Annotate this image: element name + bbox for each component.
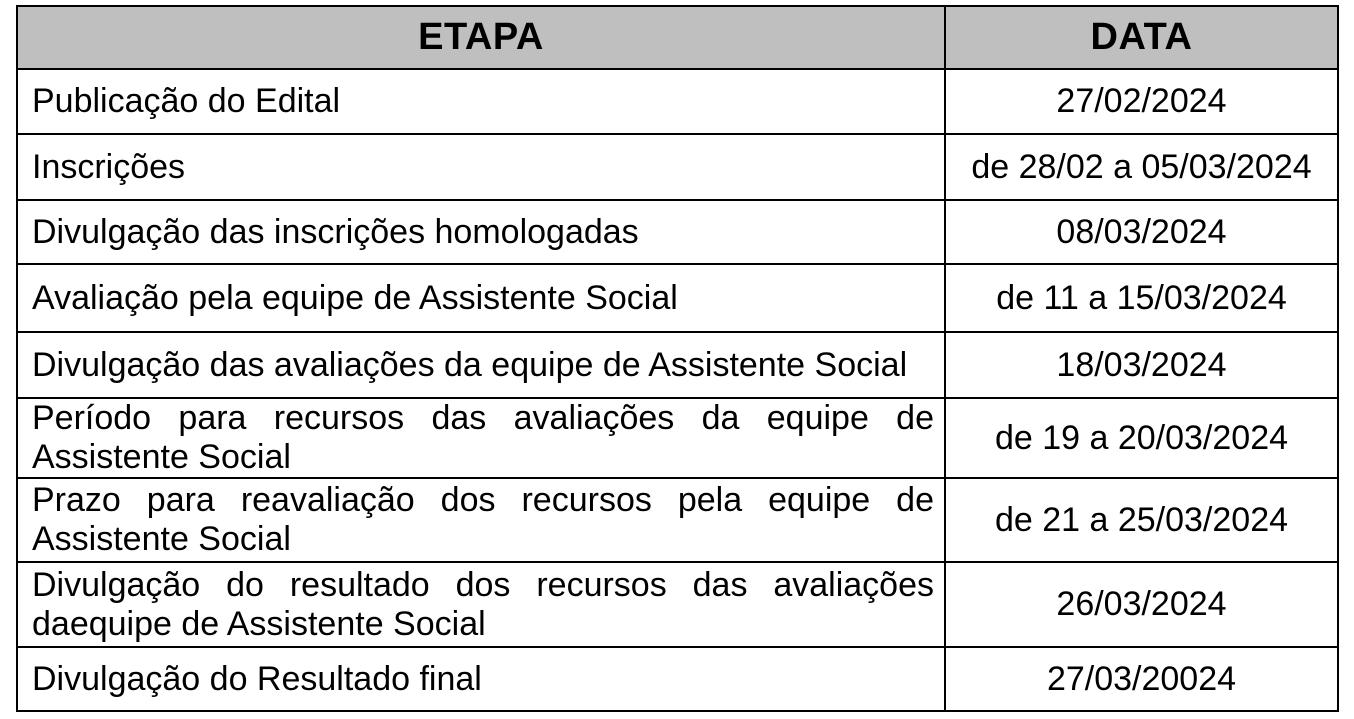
data-cell: 18/03/2024 bbox=[945, 332, 1338, 398]
etapa-cell: Inscrições bbox=[17, 134, 945, 200]
table-row bbox=[17, 478, 1338, 562]
table-row bbox=[17, 69, 1338, 134]
table-row bbox=[17, 398, 1338, 478]
etapa-cell: Publicação do Edital bbox=[17, 69, 945, 134]
table-row bbox=[17, 332, 1338, 398]
data-cell: 27/03/20024 bbox=[945, 647, 1338, 711]
table-row bbox=[17, 264, 1338, 332]
etapa-cell: Período para recursos das avaliações da equipe de Assistente Social bbox=[17, 398, 945, 478]
data-cell: 08/03/2024 bbox=[945, 200, 1338, 264]
schedule-table bbox=[16, 5, 1339, 712]
table-header-row bbox=[17, 6, 1338, 69]
etapa-cell: Prazo para reavaliação dos recursos pela equipe de Assistente Social bbox=[17, 478, 945, 562]
table-row bbox=[17, 647, 1338, 711]
data-cell: de 19 a 20/03/2024 bbox=[945, 398, 1338, 478]
table-row bbox=[17, 562, 1338, 647]
table-row bbox=[17, 200, 1338, 264]
data-cell: 27/02/2024 bbox=[945, 69, 1338, 134]
etapa-cell: Divulgação do Resultado final bbox=[17, 647, 945, 711]
etapa-cell: Avaliação pela equipe de Assistente Social bbox=[17, 264, 945, 332]
column-header-etapa: ETAPA bbox=[17, 6, 945, 69]
etapa-cell: Divulgação do resultado dos recursos das avaliações daequipe de Assistente Social bbox=[17, 562, 945, 647]
etapa-cell: Divulgação das avaliações da equipe de Assistente Social bbox=[17, 332, 945, 398]
data-cell: de 21 a 25/03/2024 bbox=[945, 478, 1338, 562]
etapa-cell: Divulgação das inscrições homologadas bbox=[17, 200, 945, 264]
data-cell: 26/03/2024 bbox=[945, 562, 1338, 647]
column-header-data: DATA bbox=[945, 6, 1338, 69]
data-cell: de 28/02 a 05/03/2024 bbox=[945, 134, 1338, 200]
data-cell: de 11 a 15/03/2024 bbox=[945, 264, 1338, 332]
table-row bbox=[17, 134, 1338, 200]
